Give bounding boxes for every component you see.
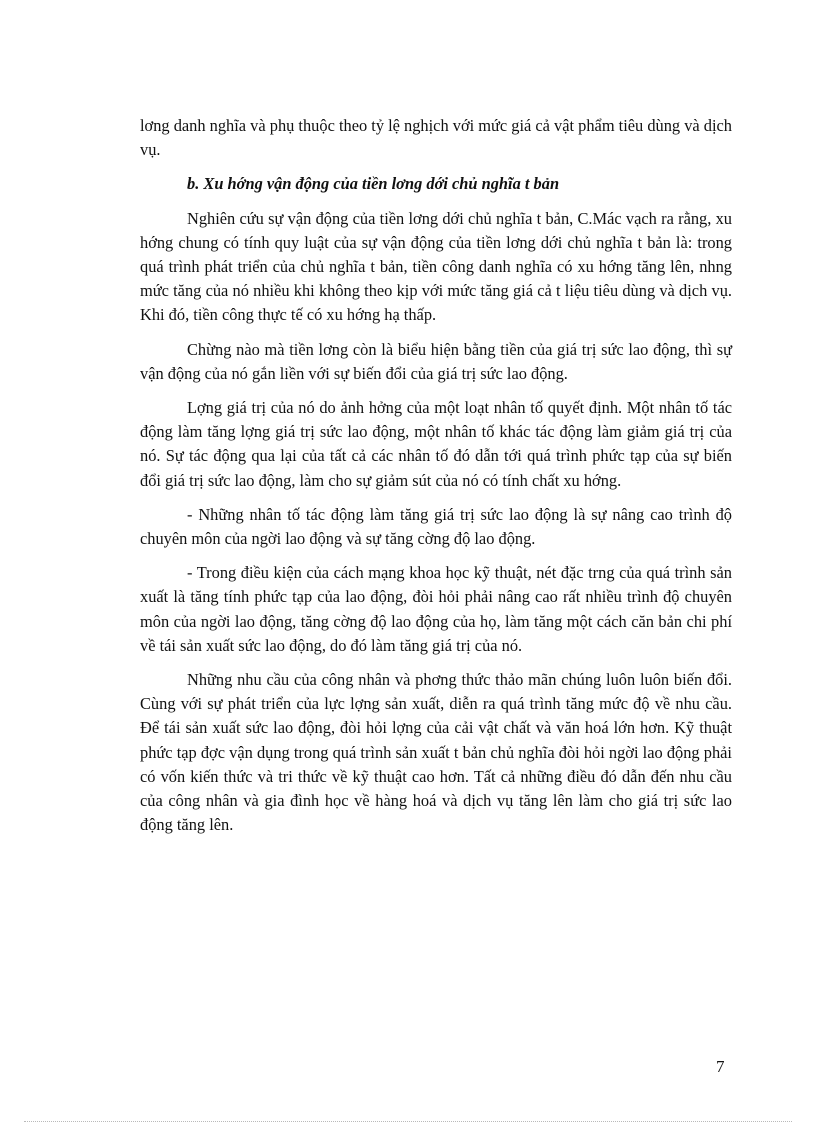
paragraph: Chừng nào mà tiền lơng còn là biểu hiện bằng tiền của giá trị sức lao động, thì sự vận động của nó gắn liền với sự biến đổi của giá trị sức lao động. <box>140 339 732 383</box>
footer-divider <box>24 1121 792 1122</box>
document-body <box>140 114 732 847</box>
paragraph: - Những nhân tố tác động làm tăng giá trị sức lao động là sự nâng cao trình độ chuyên môn của ngời lao động và sự tăng cờng độ lao động. <box>140 504 732 549</box>
page-number: 7 <box>716 1057 725 1076</box>
section-heading: b. Xu hớng vận động của tiền lơng dới chủ nghĩa t bản <box>187 174 560 194</box>
paragraph: Nghiên cứu sự vận động của tiền lơng dới chủ nghĩa t bản, C.Mác vạch ra rằng, xu hớng chung có tính quy luật của sự vận động của tiền lơng dới chủ nghĩa t bản là: trong quá trình phát triển của chủ nghĩa t bản, tiền công danh nghĩa có xu hớng tăng lên, nhng mức tăng của nó nhiều khi không theo kịp với mức tăng giá cả t liệu tiêu dùng và dịch vụ. Khi đó, tiền công thực tế có xu hớng hạ thấp. <box>140 208 732 325</box>
paragraph: - Trong điều kiện của cách mạng khoa học kỹ thuật, nét đặc trng của quá trình sản xuất là tăng tính phức tạp của lao động, đòi hỏi phải nâng cao rất nhiều trình độ chuyên môn của ngời lao động, tăng cờng độ lao động của họ, làm tăng một cách căn bản chi phí về tái sản xuất sức lao động, do đó làm tăng giá trị của nó. <box>140 563 732 655</box>
paragraph-continued: lơng danh nghĩa và phụ thuộc theo tỷ lệ nghịch với mức giá cả vật phẩm tiêu dùng và dịch vụ. <box>140 116 733 160</box>
paragraph: Những nhu cầu của công nhân và phơng thức thảo mãn chúng luôn luôn biến đổi. Cùng với sự phát triển của lực lợng sản xuất, diễn ra quá trình tăng mức độ về nhu cầu. Để tái sản xuất sức lao động, đòi hỏi lợng của cải vật chất và văn hoá lớn hơn. Kỹ thuật phức tạp đợc vận dụng trong quá trình sản xuất t bản chủ nghĩa đòi hỏi ngời lao động phải có vốn kiến thức và tri thức về kỹ thuật cao hơn. Tất cả những điều đó dẫn đến nhu cầu của công nhân và gia đình học về hàng hoá và dịch vụ tăng lên làm cho giá trị sức lao động tăng lên. <box>140 670 732 835</box>
paragraph: Lợng giá trị của nó do ảnh hởng của một loạt nhân tố quyết định. Một nhân tố tác động làm tăng lợng giá trị sức lao động, một nhân tố khác tác động làm giảm giá trị của nó. Sự tác động qua lại của tất cả các nhân tố đó dẫn tới quá trình phức tạp của sự biến đổi giá trị sức lao động, làm cho sự giảm sút của nó có tính chất xu hớng. <box>140 398 732 490</box>
